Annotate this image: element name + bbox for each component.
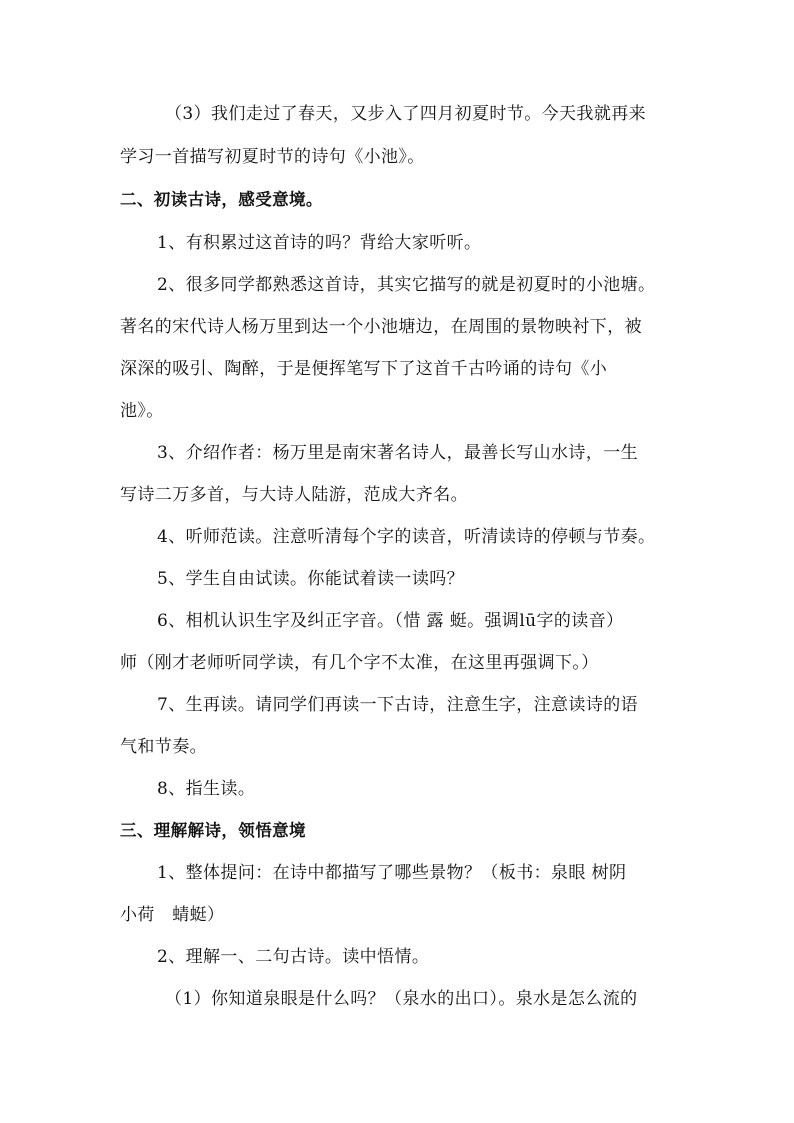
paragraph-line: 2、很多同学都熟悉这首诗，其实它描写的就是初夏时的小池塘。	[157, 275, 656, 295]
paragraph-line: 4、听师范读。注意听清每个字的读音，听清读诗的停顿与节奏。	[157, 527, 656, 547]
paragraph-line: 小荷 蜻蜓）	[120, 905, 225, 925]
paragraph-line: 1、有积累过这首诗的吗？背给大家听听。	[157, 233, 482, 253]
paragraph-line: 6、相机认识生字及纠正字音。（惜 露 蜓。强调lū字的读音）	[157, 611, 624, 631]
paragraph-line: （1）你知道泉眼是什么吗？（泉水的出口）。泉水是怎么流的	[165, 989, 638, 1009]
paragraph-line: 写诗二万多首，与大诗人陆游，范成大齐名。	[120, 485, 468, 505]
paragraph-line: 7、生再读。请同学们再读一下古诗，注意生字，注意读诗的语	[157, 695, 639, 715]
paragraph-line: 气和节奏。	[120, 737, 207, 757]
paragraph-line: 学习一首描写初夏时节的诗句《小池》。	[120, 147, 425, 167]
paragraph-line: 2、理解一、二句古诗。读中悟情。	[157, 947, 430, 967]
paragraph-line: 池》。	[120, 401, 164, 421]
section-heading-3: 三、理解解诗，领悟意境	[120, 821, 306, 840]
paragraph-line: 师（刚才老师听同学读，有几个字不太准，在这里再强调下。）	[120, 653, 599, 673]
paragraph-line: 5、学生自由试读。你能试着读一读吗？	[157, 569, 465, 589]
paragraph-line: 深深的吸引、陶醉，于是便挥笔写下了这首千古吟诵的诗句《小	[120, 359, 608, 379]
paragraph-line: 3、介绍作者：杨万里是南宋著名诗人，最善长写山水诗，一生	[157, 443, 639, 463]
paragraph-line: 著名的宋代诗人杨万里到达一个小池塘边，在周围的景物映衬下，被	[120, 317, 642, 337]
paragraph-line: 8、指生读。	[157, 779, 256, 799]
paragraph-line: 1、整体提问：在诗中都描写了哪些景物？（板书：泉眼 树阴	[157, 863, 627, 883]
paragraph-line: （3）我们走过了春天，又步入了四月初夏时节。今天我就再来	[165, 104, 647, 124]
section-heading-2: 二、初读古诗，感受意境。	[120, 190, 323, 209]
